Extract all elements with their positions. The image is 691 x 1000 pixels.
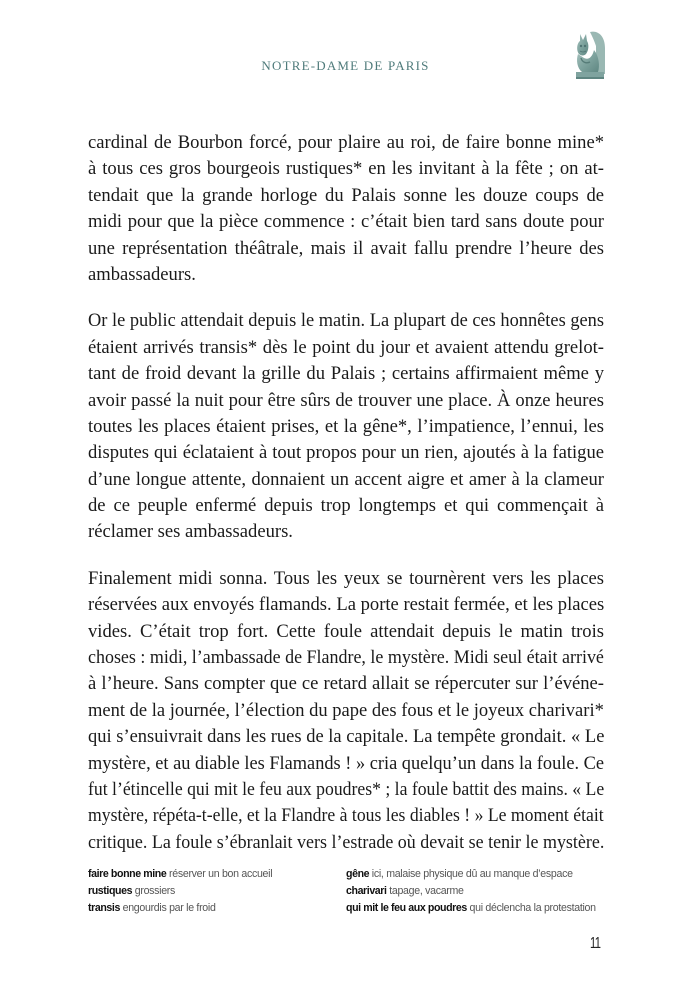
footnote-item [88,900,346,917]
page-number: 11 [590,935,601,952]
footnote-item [88,883,346,900]
text-line [88,803,604,829]
text-line [88,209,604,235]
text-line [88,467,604,493]
text-line [88,262,604,288]
text-line [88,751,604,777]
footnote-definition: réserver un bon accueil [169,868,273,880]
text-line-content: à tous ces gros bourgeois rustiques* en les invitant à la fête ; on at- [88,158,604,180]
text-line [88,671,604,697]
text-line [88,183,604,209]
text-line [88,777,604,803]
text-line-content: Or le public attendait depuis le matin. La plupart de ces honnêtes gens [88,310,605,332]
text-line-content: avoir passé la nuit pour être sûrs de trouver une place. À onze heures [88,389,604,411]
text-line [88,361,604,387]
footnote-term: rustiques [88,885,133,897]
text-line-content: tant de froid devant la grille du Palais ; certains affirmaient même y [88,363,604,385]
text-line [88,130,604,156]
body-paragraph [88,308,604,546]
text-line [88,335,604,361]
text-line [88,440,604,466]
text-line [88,414,604,440]
text-line-content: à l’heure. Sans compter que ce retard allait se répercuter sur l’événe- [88,673,604,695]
text-line [88,156,604,182]
text-line [88,645,604,671]
text-line-content: d’une longue attente, donnaient un accent aigre et amer à la clameur [88,468,604,490]
footnote-definition: ici, malaise physique dû au manque d’espace [371,868,573,880]
text-line-content: Finalement midi sonna. Tous les yeux se tournèrent vers les places [88,567,604,589]
text-line-content: réservées aux envoyés flamands. La porte restait fermée, et les places [88,594,605,616]
text-line-content: cardinal de Bourbon forcé, pour plaire au roi, de faire bonne mine* [88,132,604,153]
footnote-definition: grossiers [134,885,176,897]
text-line [88,698,604,724]
text-line-content: choses : midi, l’ambassade de Flandre, le mystère. Midi seul était arrivé [88,647,604,669]
text-line-content: tendait que la grande horloge du Palais sonne les douze coups de [88,184,604,206]
footnotes-left-column [88,866,346,917]
text-line [88,236,604,262]
footnote-term: gêne [346,868,370,880]
text-line [88,493,604,519]
footnotes [88,866,608,917]
text-line [88,830,604,856]
text-line-content: qui s’ensuivrait dans les rues de la capitale. La tempête grondait. « Le [88,726,605,748]
text-line [88,592,604,618]
text-line-content: réclamer ses ambassadeurs. [88,521,293,543]
footnote-definition: tapage, vacarme [389,885,464,897]
text-line-content: de ce peuple enfermé depuis trop longtemps et qui commençait à [88,495,604,517]
running-title: NOTRE-DAME DE PARIS [261,58,430,73]
footnote-item [346,866,604,883]
text-line [88,388,604,414]
body-text [88,130,604,876]
text-line [88,308,604,334]
text-line [88,619,604,645]
footnote-item [346,883,604,900]
text-line-content: mystère, répéta-t-elle, et la Flandre à tous les diables ! » Le moment était [88,805,604,827]
footnote-item [88,866,346,883]
text-line [88,566,604,592]
text-line-content: midi pour que la pièce commence : c’était bien tard sans doute pour [88,211,604,233]
footnote-item [346,900,604,917]
text-line [88,519,604,545]
text-line-content: disputes qui éclataient à tout propos pour un rien, ajoutés à la fatigue [88,442,604,464]
text-line-content: vides. C’était trop fort. Cette foule attendait depuis le matin trois [88,620,604,642]
gargoyle-icon [572,28,608,84]
footnote-term: faire bonne mine [88,868,167,880]
text-line-content: ment de la journée, l’élection du pape des fous et le joyeux charivari* [88,699,604,721]
text-line [88,724,604,750]
footnotes-right-column [346,866,604,917]
body-paragraph [88,566,604,856]
footnote-definition: qui déclencha la protestation [469,902,596,914]
text-line-content: ambassadeurs. [88,263,196,285]
footnote-term: charivari [346,885,387,897]
footnote-definition: engourdis par le froid [122,902,216,914]
text-line-content: mystère, et au diable les Flamands ! » cria quelqu’un dans la foule. Ce [88,752,605,774]
text-line-content: une représentation théâtrale, mais il avait fallu prendre l’heure des [88,237,604,259]
text-line-content: étaient arrivés transis* dès le point du jour et avaient attendu grelot- [88,336,604,358]
text-line-content: critique. La foule s’ébranlait vers l’estrade où devait se tenir le mystère. [88,831,605,853]
footnote-term: transis [88,902,120,914]
text-line-content: toutes les places étaient prises, et la gêne*, l’impatience, l’ennui, les [88,415,604,437]
footnote-term: qui mit le feu aux poudres [346,902,467,914]
body-paragraph [88,130,604,288]
text-line-content: fut l’étincelle qui mit le feu aux poudres* ; la foule battit des mains. « Le [88,778,605,800]
